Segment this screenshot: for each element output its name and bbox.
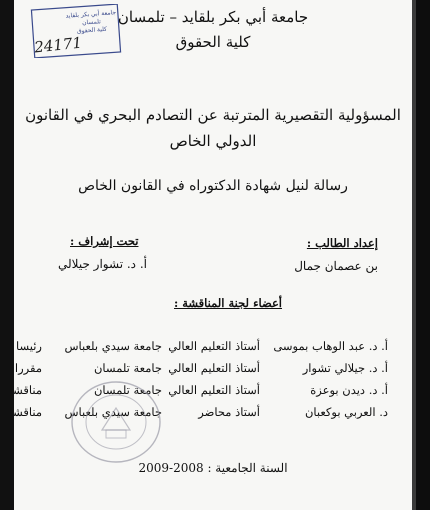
supervisor-name: أ. د. تشوار جيلالي (58, 257, 147, 271)
preparation-label: إعداد الطالب : (306, 236, 378, 250)
committee-member-row (8, 383, 388, 399)
thesis-title-line-2: الدولي الخاص (169, 132, 257, 150)
document-page (9, 0, 412, 510)
member-university: جامعة تلمسان (93, 361, 162, 375)
member-role: مناقشا (9, 383, 42, 397)
member-name: أ. د. جيلالي تشوار (302, 361, 388, 375)
member-role: رئيسا (16, 339, 42, 353)
scan-border-right (412, 0, 430, 510)
faculty-seal (68, 378, 178, 468)
supervision-label: تحت إشراف : (70, 234, 139, 248)
member-university: جامعة سيدي بلعباس (64, 405, 162, 419)
stamp-line-3: كلية الحقوق (76, 25, 108, 35)
member-university: جامعة تلمسان (93, 383, 162, 397)
member-role: مناقشا (9, 405, 42, 419)
inventory-number: 24171 (33, 33, 83, 57)
stamp-line-2: تلمسان (81, 18, 102, 27)
member-rank: أستاذ محاضر (198, 405, 260, 419)
member-rank: أستاذ التعليم العالي (168, 361, 260, 375)
member-rank: أستاذ التعليم العالي (168, 383, 260, 397)
member-university: جامعة سيدي بلعباس (64, 339, 162, 353)
student-name: بن عصمان جمال (294, 259, 378, 273)
committee-member-row (8, 339, 388, 355)
committee-member-row (8, 361, 388, 377)
thesis-title-line-1: المسؤولية التقصيرية المترتبة عن التصادم البحري في القانون (25, 106, 401, 124)
academic-year: السنة الجامعية : 2008-2009 (138, 461, 288, 475)
faculty-name: كلية الحقوق (175, 33, 251, 51)
thesis-subtitle: رسالة لنيل شهادة الدكتوراه في القانون الخاص (78, 178, 348, 194)
committee-member-row (8, 405, 388, 421)
university-name: جامعة أبي بكر بلقايد – تلمسان (117, 8, 309, 26)
member-rank: أستاذ التعليم العالي (168, 339, 260, 353)
committee-label: أعضاء لجنة المناقشة : (174, 296, 283, 310)
stamp-line-1: جامعة أبي بكر بلقايد (65, 9, 117, 20)
member-role: مقررا (14, 361, 42, 375)
member-name: د. العربي بوكعبان (304, 405, 388, 419)
member-name: أ. د. عبد الوهاب بموسى (273, 339, 388, 353)
scan-border-left (0, 0, 14, 510)
member-name: أ. د. ديدن بوعزة (310, 383, 388, 397)
